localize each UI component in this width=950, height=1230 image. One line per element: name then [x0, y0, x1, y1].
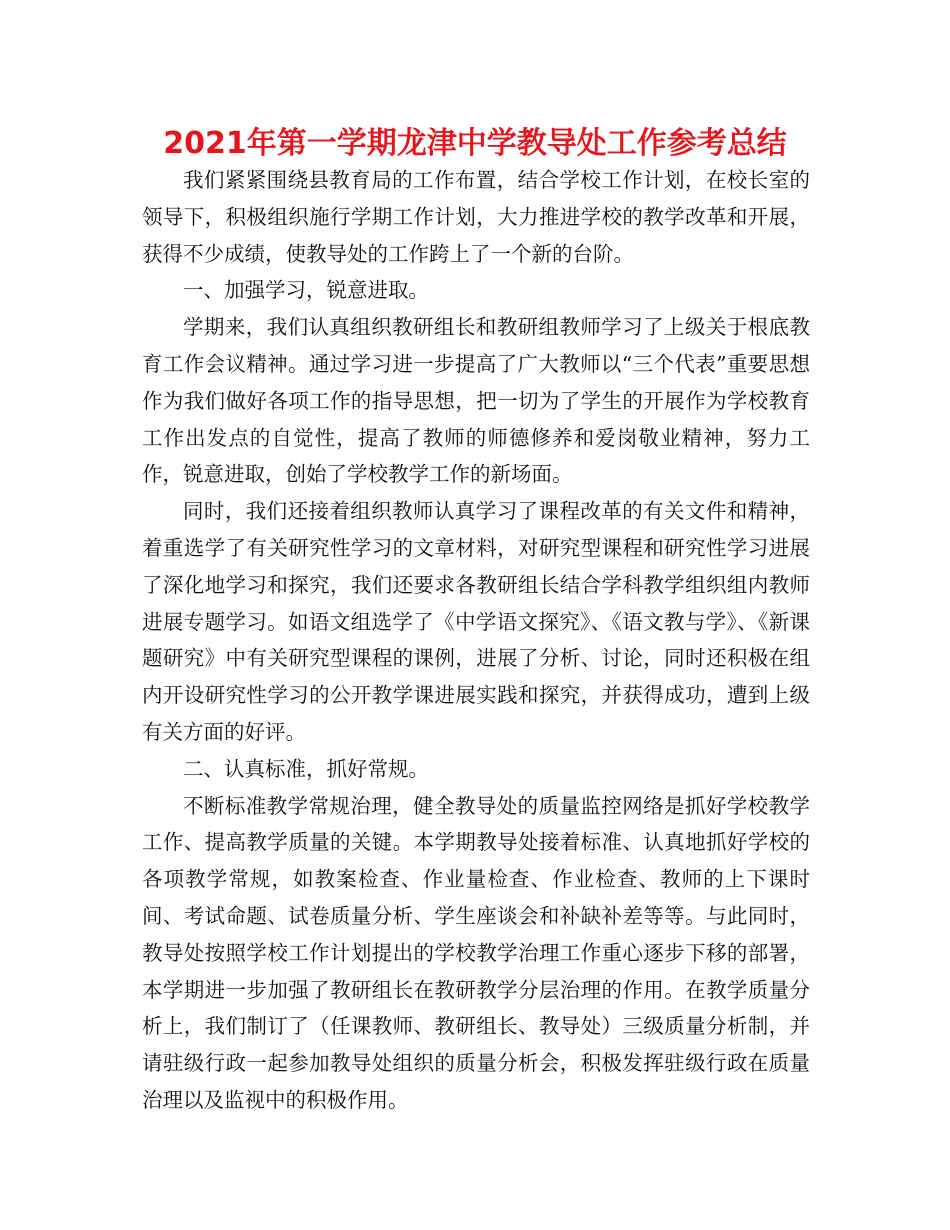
document-title: 2021年第一学期龙津中学教导处工作参考总结: [163, 126, 787, 161]
paragraph-intro: 我们紧紧围绕县教育局的工作布置，结合学校工作计划，在校长室的领导下，积极组织施行学期工作计划，大力推进学校的教学改革和开展，获得不少成绩，使教导处的工作跨上了一个新的台阶。: [142, 168, 810, 266]
section-heading-2: 二、认真标准，抓好常规。: [183, 756, 429, 781]
paragraph-study: 学期来，我们认真组织教研组长和教研组教师学习了上级关于根底教育工作会议精神。通过学习进一步提高了广大教师以“三个代表”重要思想作为我们做好各项工作的指导思想，把一切为了学生的开展作为学校教育工作出发点的自觉性，提高了教师的师德修养和爱岗敬业精神，努力工作，锐意进取，创始了学校教学工作的新场面。: [142, 315, 810, 487]
section-heading-1: 一、加强学习，锐意进取。: [183, 278, 429, 303]
paragraph-routine: 不断标准教学常规治理，健全教导处的质量监控网络是抓好学校教学工作、提高教学质量的关键。本学期教导处接着标准、认真地抓好学校的各项教学常规，如教案检查、作业量检查、作业检查、教师的上下课时间、考试命题、试卷质量分析、学生座谈会和补缺补差等等。与此同时，教导处按照学校工作计划提出的学校教学治理工作重心逐步下移的部署，本学期进一步加强了教研组长在教研教学分层治理的作用。在教学质量分析上，我们制订了（任课教师、教研组长、教导处）三级质量分析制，并请驻级行政一起参加教导处组织的质量分析会，积极发挥驻级行政在质量治理以及监视中的积极作用。: [142, 793, 810, 1112]
document-body: [142, 162, 810, 1119]
paragraph-curriculum: 同时，我们还接着组织教师认真学习了课程改革的有关文件和精神，着重选学了有关研究性学习的文章材料，对研究型课程和研究性学习进展了深化地学习和探究，我们还要求各教研组长结合学科教学组织组内教师进展专题学习。如语文组选学了《中学语文探究》、《语文教与学》、《新课题研究》中有关研究型课程的课例，进展了分析、讨论，同时还积极在组内开设研究性学习的公开教学课进展实践和探究，并获得成功，遭到上级有关方面的好评。: [142, 499, 810, 744]
